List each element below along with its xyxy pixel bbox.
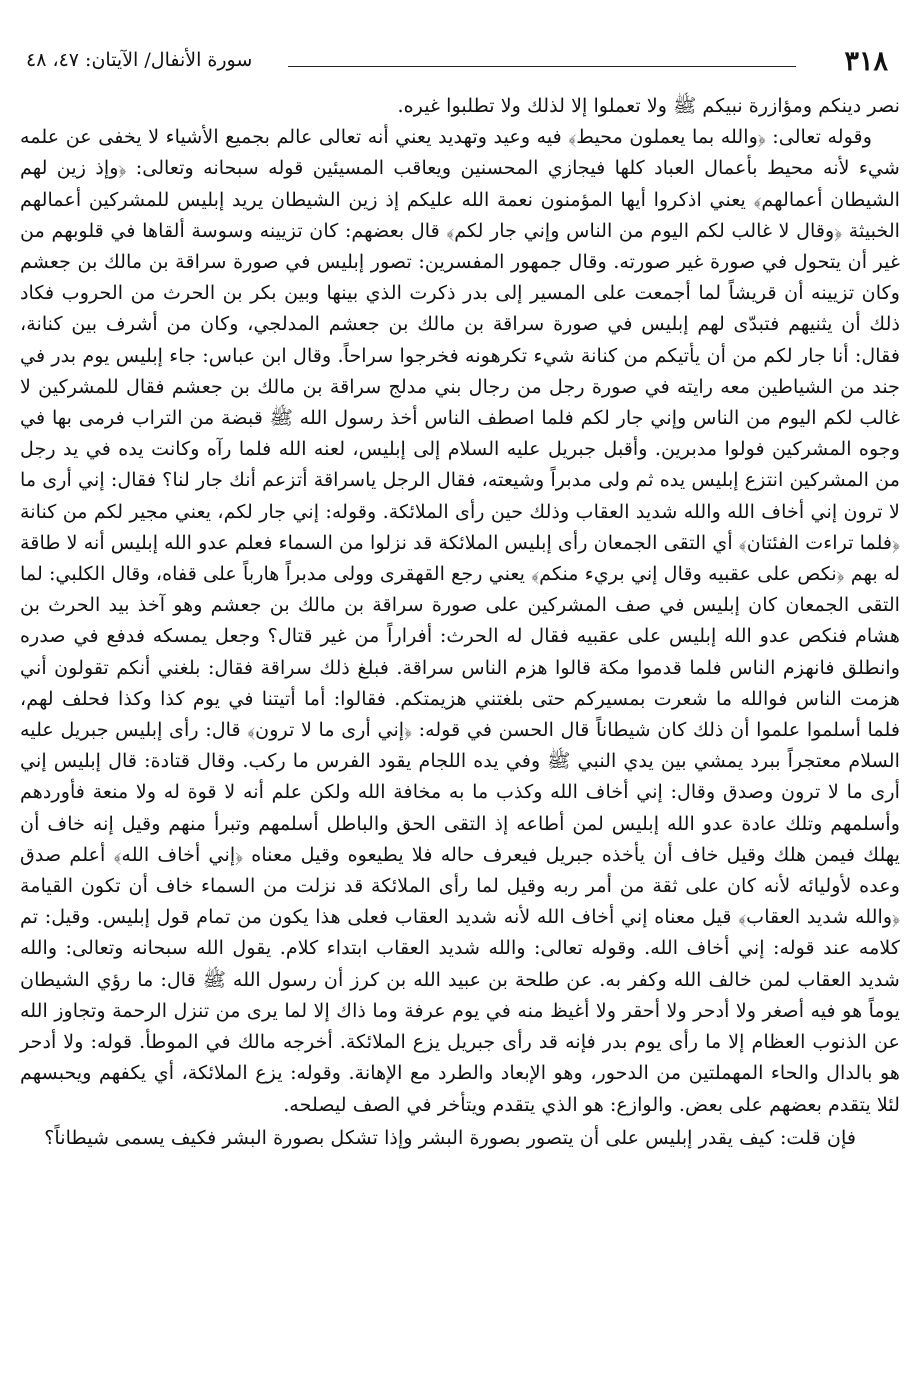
paragraph-question: فإن قلت: كيف يقدر إبليس على أن يتصور بصورة البشر وإذا تشكل بصورة البشر فكيف يسمى شيطاناً؟ xyxy=(44,1125,856,1149)
page-number: ٣١٨ xyxy=(844,46,888,77)
paragraph-opening: نصر دينكم ومؤازرة نبيكم ﷺ ولا تعملوا إلا لذلك ولا تطلبوا غيره. xyxy=(397,94,900,117)
page-header xyxy=(26,40,888,80)
running-title: سورة الأنفال/ الآيتان: ٤٧، ٤٨ xyxy=(26,49,253,71)
body-text xyxy=(20,90,900,1153)
header-rule xyxy=(288,66,796,67)
paragraph-main: وقوله تعالى: ﴿والله بما يعملون محيط﴾ فيه وعيد وتهديد يعني أنه تعالى عالم بجميع الأشياء لا يخفى عن علمه شيء لأنه محيط بأعمال العباد كلها فيجازي المحسنين ويعاقب المسيئين قوله سبحانه وتعالى: ﴿وإذ زين لهم الشيطان أعمالهم﴾ يعني اذكروا أيها المؤمنون نعمة الله عليكم إذ زين الشيطان يريد إبليس للمشركين أعمالهم الخبيثة ﴿وقال لا غالب لكم اليوم من الناس وإني جار لكم﴾ قال بعضهم: كان تزيينه وسوسة ألقاها في قلوبهم من غير أن يتحول في صورة غير صورته. وقال جمهور المفسرين: تصور إبليس في صورة سراقة بن مالك بن جعشم وكان تزيينه أن قريشاً لما أجمعت على المسير إلى بدر ذكرت الذي بينها وبين بكر بن الحرث من الحروب فكاد ذلك أن يثنيهم فتبدّى لهم إبليس في صورة سراقة بن مالك بن جعشم المدلجي، وكان من أشرف بين كنانة، فقال: أنا جار لكم من أن يأتيكم من كنانة شيء تكرهونه فخرجوا سراحاً. وقال ابن عباس: جاء إبليس يوم بدر في جند من الشياطين معه رايته في صورة رجل من رجال بني مدلج سراقة بن مالك بن جعشم فقال للمشركين لا غالب لكم اليوم من الناس وإني جار لكم فلما اصطف الناس أخذ رسول الله ﷺ قبضة من التراب فرمى بها في وجوه المشركين فولوا مدبرين. وأقبل جبريل عليه السلام إلى إبليس، لعنه الله فلما رآه وكانت يده في يد رجل من المشركين انتزع إبليس يده ثم ولى مدبراً وشيعته، فقال الرجل ياسراقة أتزعم أنك جار لنا؟ فقال: إني أرى ما لا ترون إني أخاف الله والله شديد العقاب وذلك حين رأى الملائكة. وقوله: إني جار لكم، يعني مجير لكم من كنانة ﴿فلما تراءت الفئتان﴾ أي التقى الجمعان رأى إبليس الملائكة قد نزلوا من السماء فعلم عدو الله إبليس أنه لا طاقة له بهم ﴿نكص على عقبيه وقال إني بريء منكم﴾ يعني رجع القهقرى وولى مدبراً هارباً على قفاه، وقال الكلبي: لما التقى الجمعان كان إبليس في صف المشركين على صورة سراقة بن مالك بن جعشم وهو آخذ بيد الحرث بن هشام فنكص عدو الله إبليس على عقبيه فقال له الحرث: أفراراً من غير قتال؟ وجعل يمسكه فدفع في صدره وانطلق فانهزم الناس فلما قدموا مكة قالوا هزم الناس سراقة. فبلغ ذلك سراقة فقال: بلغني أنكم تقولون أني هزمت الناس فوالله ما شعرت بمسيركم حتى بلغتني هزيمتكم. فقالوا: أما أتيتنا في يوم كذا وكذا فحلف لهم، فلما أسلموا علموا أن ذلك كان شيطاناً قال الحسن في قوله: ﴿إني أرى ما لا ترون﴾ قال: رأى إبليس جبريل عليه السلام معتجراً ببرد يمشي بين يدي النبي ﷺ وفي يده اللجام يقود الفرس ما ركب. وقال قتادة: قال إبليس إني أرى ما لا ترون وصدق وقال: إني أخاف الله وكذب ما به مخافة الله ولكن علم أنه لا قوة له ولا منعة فأوردهم وأسلمهم وتلك عادة عدو الله إبليس لمن أطاعه إذ التقى الحق والباطل أسلمهم وتبرأ منهم وقيل إنه خاف أن يهلك فيمن هلك وقيل خاف أن يأخذه جبريل فيعرف حاله فلا يطيعوه وقيل معناه ﴿إني أخاف الله﴾ أعلم صدق وعده لأوليائه لأنه كان على ثقة من أمر ربه وقيل لما رأى الملائكة قد نزلت من السماء خاف أن تكون القيامة ﴿والله شديد العقاب﴾ قيل معناه إني أخاف الله لأنه شديد العقاب فعلى هذا يكون من تمام قول إبليس. وقيل: تم كلامه عند قوله: إني أخاف الله. وقوله تعالى: والله شديد العقاب ابتداء كلام. يقول الله سبحانه وتعالى: والله شديد العقاب لمن خالف الله وكفر به. عن طلحة بن عبيد الله بن كرز أن رسول الله ﷺ قال: ما رؤي الشيطان يوماً هو فيه أصغر ولا أدحر ولا أحقر ولا أغيظ منه في يوم عرفة وما ذاك إلا لما يرى من تنزل الرحمة وتجاوز الله عن الذنوب العظام إلا ما رأى يوم بدر فإنه قد رأى جبريل يزع الملائكة. أخرجه مالك في الموطأ. قوله: ولا أدحر هو بالدال والحاء المهملتين من الدحور، وهو الإبعاد والطرد مع الإهانة. وقوله: يزع الملائكة، أي يكفهم ويحبسهم لئلا يتقدم بعضهم على بعض. والوازع: هو الذي يتقدم ويتأخر في الصف ليصلحه. xyxy=(20,125,900,1116)
